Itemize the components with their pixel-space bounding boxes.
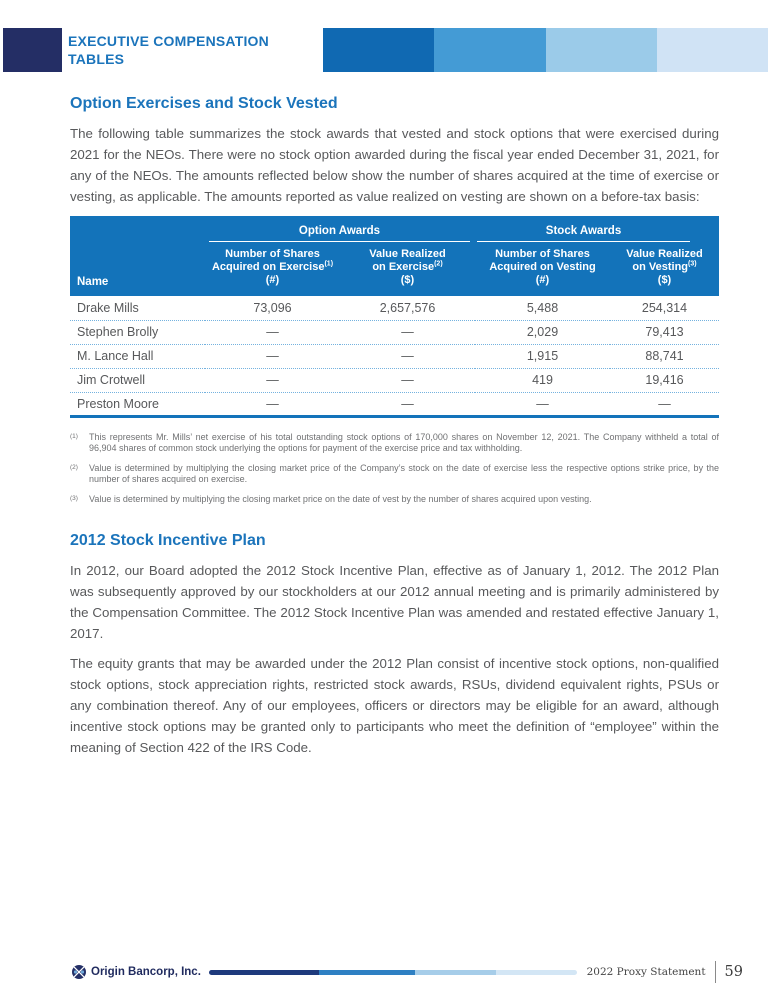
running-header-line2: TABLES [68, 51, 125, 67]
header-line: Value Realized [369, 248, 446, 260]
header-bar-segment-4 [657, 28, 768, 72]
plan-paragraph-1: In 2012, our Board adopted the 2012 Stock Incentive Plan, effective as of January 1, 2012. The 2012 Plan was subsequently approved by our stockholders at our 2012 annual meeting and is primarily administered by the Compensation Committee. The 2012 Stock Incentive Plan was amended and restated effective January 1, 2017. [70, 563, 719, 641]
cell-value: 419 [475, 368, 610, 392]
cell-value: 2,657,576 [340, 296, 475, 320]
footnotes [70, 432, 719, 506]
header-bar-segment-3 [546, 28, 657, 72]
column-header-value-exercise [340, 242, 475, 296]
neo-name: Stephen Brolly [70, 320, 205, 344]
neo-name: Preston Moore [77, 396, 159, 411]
group-header-option-awards-label: Option Awards [209, 225, 470, 242]
cell-value: — [401, 396, 414, 411]
intro-paragraph: The following table summarizes the stock awards that vested and stock options that were exercised during 2021 for the NEOs. There were no stock option awarded during the fiscal year ended December 31, 2021, for any of the NEOs. The amounts reflected below show the number of shares acquired at the time of exercise or vesting, as applicable. The amounts reported as value realized on vesting are shown on a before-tax basis: [70, 126, 719, 204]
cell-value: — [340, 368, 475, 392]
neo-name: M. Lance Hall [70, 344, 205, 368]
cell-value: 5,488 [475, 296, 610, 320]
footnote-text: Value is determined by multiplying the closing market price of the Company’s stock on the date of exercise less the respective options strike price, by the number of shares acquired on exercise. [89, 462, 719, 484]
table-row [70, 368, 719, 392]
column-header-value-vesting [610, 242, 719, 296]
cell-value: — [658, 396, 671, 411]
cell-value: — [205, 368, 340, 392]
footnote-ref-1: (1) [324, 260, 334, 268]
header-line: Acquired on Vesting [489, 261, 596, 273]
cell-value: 2,029 [475, 320, 610, 344]
footnote-text: Value is determined by multiplying the closing market price on the date of vest by the number of shares acquired upon vesting. [89, 493, 592, 504]
header-line: Value Realized [626, 248, 703, 260]
page-footer [0, 956, 768, 988]
brand-square [3, 28, 62, 72]
footer-bar-segment-4 [496, 970, 577, 975]
footnote-text: This represents Mr. Mills’ net exercise of his total outstanding stock options of 170,000 shares on November 12, 2021. The Company withheld a total of 96,904 shares of common stock underlying the options for payment of the exercise price and tax withholding. [89, 431, 719, 453]
cell-value: — [205, 320, 340, 344]
cell-value: 254,314 [610, 296, 719, 320]
neo-name: Drake Mills [70, 296, 205, 320]
header-unit: (#) [265, 274, 280, 286]
header-line: on Vesting$^{(3)}$ [632, 260, 697, 273]
cell-value: 1,915 [475, 344, 610, 368]
cell-value: — [340, 320, 475, 344]
header-bar-segment-2 [434, 28, 545, 72]
footnote-marker: (2) [70, 463, 78, 471]
cell-value: 88,741 [610, 344, 719, 368]
table-row [70, 392, 719, 416]
footer-bar-segment-3 [415, 970, 496, 975]
cell-value: 73,096 [205, 296, 340, 320]
cell-value: — [266, 396, 279, 411]
page-content [70, 72, 719, 767]
running-header-line1: EXECUTIVE COMPENSATION [68, 33, 269, 49]
column-header-name: Name [70, 216, 205, 296]
table-group-header-row [70, 216, 719, 242]
cell-value: — [536, 396, 549, 411]
footnote-3 [70, 494, 719, 506]
neo-name: Jim Crotwell [70, 368, 205, 392]
footnote-1 [70, 432, 719, 455]
header-unit: ($) [400, 274, 415, 286]
cell-value: 79,413 [610, 320, 719, 344]
section-title-option-exercises: Option Exercises and Stock Vested [70, 95, 338, 112]
footnote-ref-2: (2) [434, 260, 443, 268]
column-header-shares-vesting [475, 242, 610, 296]
header-line: Number of Shares [495, 248, 590, 260]
group-header-option-awards [205, 216, 475, 242]
group-header-stock-awards-label: Stock Awards [477, 225, 690, 242]
cell-value: 19,416 [610, 368, 719, 392]
header-unit: ($) [657, 274, 672, 286]
plan-paragraph-2: The equity grants that may be awarded under the 2012 Plan consist of incentive stock options, non-qualified stock options, stock appreciation rights, restricted stock awards, RSUs, dividend equivalent rights, PSUs or any combination thereof. Any of our employees, officers or directors may be eligible for an award, although incentive stock options may be granted only to participants who meet the definition of “employee” within the meaning of Section 422 of the IRS Code. [70, 656, 719, 755]
footer-bar-segment-1 [209, 970, 319, 975]
cell-value: — [340, 344, 475, 368]
table-row [70, 296, 719, 320]
footer-bar-segment-2 [319, 970, 415, 975]
footnote-marker: (1) [70, 432, 78, 440]
footer-doc-label: 2022 Proxy Statement [586, 966, 706, 978]
running-header [68, 32, 269, 68]
header-line: Acquired on Exercise$^{(1)}$ [211, 260, 334, 273]
cell-value: — [205, 344, 340, 368]
footer-company-name: Origin Bancorp, Inc. [91, 966, 201, 978]
section-title-2012-plan: 2012 Stock Incentive Plan [70, 532, 266, 549]
group-header-stock-awards [475, 216, 719, 242]
footnote-2 [70, 463, 719, 486]
footer-color-bar [209, 970, 577, 975]
option-exercises-table [70, 216, 719, 418]
column-header-shares-exercise [205, 242, 340, 296]
table-row [70, 344, 719, 368]
page-number: 59 [724, 964, 743, 980]
origin-bancorp-logo-icon [72, 965, 86, 979]
table-row [70, 320, 719, 344]
header-unit: (#) [535, 274, 550, 286]
header-line: on Exercise$^{(2)}$ [372, 260, 443, 273]
footer-divider [715, 961, 716, 983]
footnote-marker: (3) [70, 494, 78, 502]
header-color-bar [323, 28, 768, 72]
header-line: Number of Shares [225, 248, 320, 260]
header-bar-segment-1 [323, 28, 434, 72]
footnote-ref-3: (3) [688, 260, 697, 268]
